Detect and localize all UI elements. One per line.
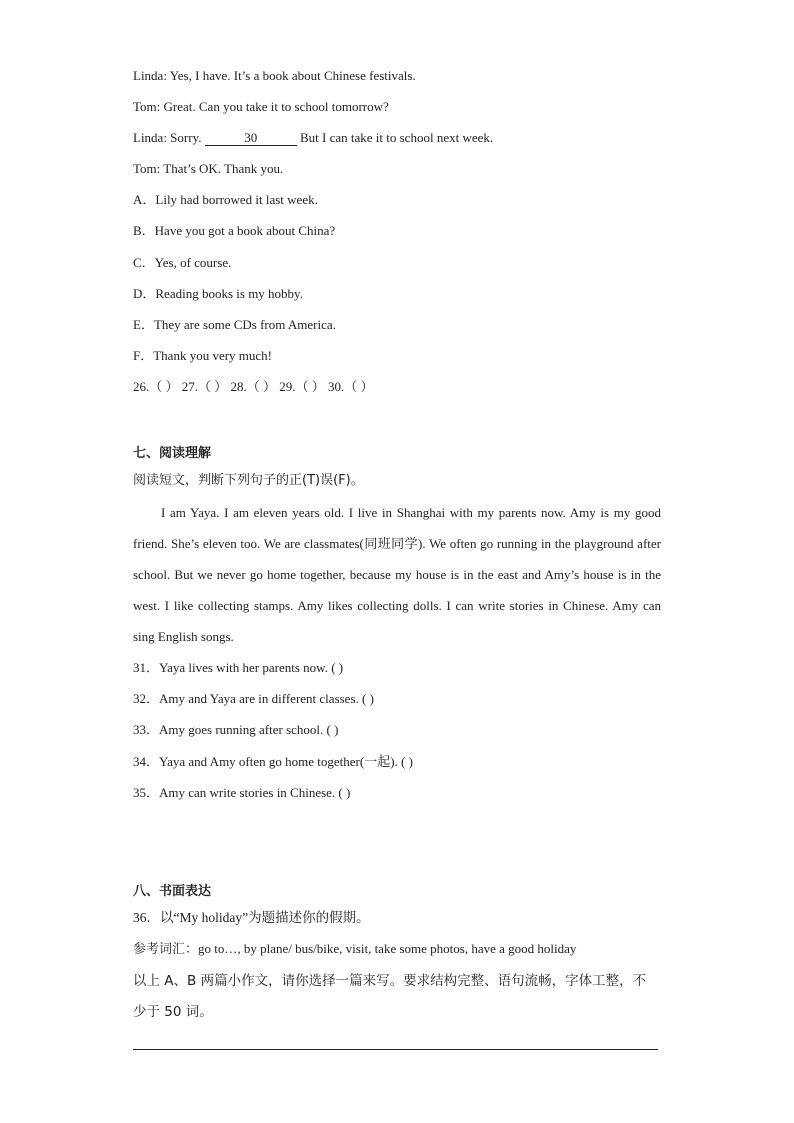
section-8-heading: 八、书面表达 [133,884,212,899]
reference-vocabulary: 参考词汇：go to…, by plane/ bus/bike, visit, take some photos, have a good holiday [133,941,577,956]
option-b: B．Have you got a book about China? [133,223,336,238]
dialogue-suffix: But I can take it to school next week. [296,130,494,145]
question-31[interactable]: 31．Yaya lives with her parents now. ( ) [133,660,344,675]
blank-30[interactable]: 30 [205,131,297,146]
writing-line[interactable] [133,1049,658,1050]
question-36: 36．以“My holiday”为题描述你的假期。 [133,910,370,925]
option-d: D．Reading books is my hobby. [133,286,303,301]
reading-passage: I am Yaya. I am eleven years old. I live in Shanghai with my parents now. Amy is my good friend. She’s eleven too. We are classmates(同班同学). We often go running in the playground after school. But we never go home together, because my house is in the east and Amy’s house is in the west. I like collecting stamps. Amy likes collecting dolls. I can write stories in Chinese. Amy can sing English songs. [133,505,661,644]
option-f: F．Thank you very much! [133,348,273,363]
dialogue-prefix: Linda: Sorry. [133,130,205,145]
answer-row[interactable]: 26.（ ） 27.（ ） 28.（ ） 29.（ ） 30.（ ） [133,379,374,394]
section-7-heading: 七、阅读理解 [133,446,212,461]
writing-requirement-1: 以上 A、B 两篇小作文，请你选择一篇来写。要求结构完整、语句流畅，字体工整，不 [133,973,647,989]
option-c: C．Yes, of course. [133,255,232,270]
question-32[interactable]: 32．Amy and Yaya are in different classes. ( ) [133,691,374,706]
dialogue-line-tom-1: Tom: Great. Can you take it to school tomorrow? [133,99,389,114]
dialogue-line-linda-2 [133,129,493,147]
option-a: A．Lily had borrowed it last week. [133,192,318,207]
question-34[interactable]: 34．Yaya and Amy often go home together(一起). ( ) [133,754,413,769]
dialogue-line-linda-1: Linda: Yes, I have. It’s a book about Chinese festivals. [133,68,416,83]
question-35[interactable]: 35．Amy can write stories in Chinese. ( ) [133,785,351,800]
dialogue-line-tom-2: Tom: That’s OK. Thank you. [133,161,284,176]
option-e: E．They are some CDs from America. [133,317,336,332]
question-33[interactable]: 33．Amy goes running after school. ( ) [133,722,339,737]
writing-requirement-2: 少于 50 词。 [133,1004,213,1020]
section-7-instruction: 阅读短文，判断下列句子的正(T)误(F)。 [133,473,364,488]
